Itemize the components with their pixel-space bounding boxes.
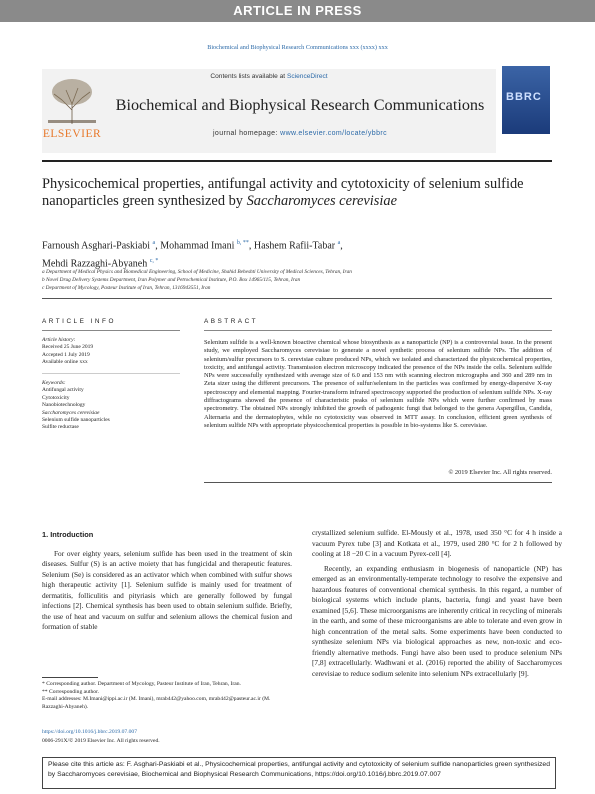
author-affiliation-link[interactable]: c, * <box>149 257 159 264</box>
journal-citation-link[interactable]: Biochemical and Biophysical Research Communications xxx (xxxx) xxx <box>207 44 388 51</box>
journal-title: Biochemical and Biophysical Research Communications <box>115 96 485 114</box>
footnote-item: ** Corresponding author. <box>42 688 100 695</box>
doi-link[interactable]: https://doi.org/10.1016/j.bbrc.2019.07.007 <box>42 729 137 735</box>
author-name: Mohammad Imani <box>160 240 235 252</box>
author-affiliation-link[interactable]: a <box>152 240 156 246</box>
article-in-press-banner: ARTICLE IN PRESS <box>0 0 595 22</box>
history-divider <box>42 373 180 374</box>
intro-right-column <box>312 528 562 679</box>
keyword-item: Antifungal activity <box>42 387 84 394</box>
article-title-main: Physicochemical properties, antifungal activity and cytotoxicity of selenium sulfide nanoparticles green synthesized by <box>42 176 524 210</box>
footnote-item: E-mail addresses: M.Imani@ippi.ac.ir (M. Imani), mrab442@yahoo.com, mrab442@pasteur.ac.ir (M. Razzaghi-Abyaneh). <box>42 696 271 710</box>
intro-paragraph: Recently, an expanding enthusiasm in biogenesis of nanoparticle (NP) has emerged as an environmentally-temperate technology to resolve the expensive and hazardous features of conventional chemical synthesis. In this regard, a number of biological systems which include plants, bacteria, fungi and yeast have been examined [5,6]. These microorganisms are inherently critical in recycling of minerals in the earth, and some of these microorganisms are able to tolerate and even grow in high concentration of the metal salts. Some experiments have been conducted to synthesize selenium NPs via biological approaches as new, non-toxic and eco-friendly alternative methods. Fungi have also been used to produce selenium NPs [7,8] extracellularly. Wadhwani et al. (2016) reported the ability of Saccharomyces cerevisiae to reduce sodium selenite into selenium NPs extracellularly [9]. <box>312 563 562 678</box>
affiliations-divider <box>42 298 552 299</box>
author-affiliation-link[interactable]: b, ** <box>236 240 249 246</box>
footnote-rule <box>42 677 98 678</box>
sciencedirect-link[interactable]: ScienceDirect <box>286 73 328 80</box>
author-name: Farnoush Asghari-Paskiabi <box>42 240 151 252</box>
homepage-prefix: journal homepage: <box>212 130 281 137</box>
keyword-item: Cytotoxicity <box>42 394 70 401</box>
keyword-item: Sulfite reductase <box>42 424 79 431</box>
citation-box: Please cite this article as: F. Asghari-Paskiabi et al., Physicochemical properties, antifungal activity and cytotoxicity of selenium sulfide nanoparticles green synthesized by Saccharomyces cerevisiae, Biochemical and Biophysical Research Communications, https://doi.org/10.1016/j.bbrc.2019.07.007 <box>42 757 556 789</box>
homepage-link[interactable]: www.elsevier.com/locate/ybbrc <box>280 130 388 137</box>
contents-prefix: Contents lists available at <box>210 73 287 80</box>
keyword-item: Nanobiotechnology <box>42 402 86 409</box>
journal-cover-title: BBRC <box>506 91 542 103</box>
header-divider <box>42 160 552 162</box>
abstract-text: Selenium sulfide is a well-known bioactive chemical whose biosynthesis as a nanoparticle (NP) is a controversial issue. In the present study, we employed Saccharomyces cerevisiae to generate a novel synthetic process of selenium sulfide NPs. The addition of selenium/sulfur precursors to S. cerevisiae culture produced NPs, which we isolated and characterized the physicochemical properties, toxicity, and antifungal activity. Transmission electron microscopy indicated the presence of the NPs inside the cells. Selenium sulfide NPs were successfully synthesized with average size of 6.0 and 153 nm with scanning electron micrographs and 360 and 289 nm in Zeta sizer using the different precursors. The presence of sulfur/selenium in the particles was confirmed by energy-dispersive X-ray spectroscopy and elemental mapping. Fourier-transform infrared spectroscopy supported the production of selenium sulfide NPs. X-ray diffractograms showed the presence of characteristic peaks of selenium sulfide NPs which were further confirmed by mass spectrometry. The obtained NPs strongly inhibited the growth of pathogenic fungi that belonged to the genera Aspergillus, Candida, Alternaria and the dermatophytes, while no cytotoxicity was observed in MTT assay. In conclusion, efficient green synthesis of selenium sulfide NPs with appropriate physicochemical properties is possible in bio-systems like S. cerevisiae. <box>204 339 552 429</box>
history-item: Available online xxx <box>42 359 88 366</box>
abstract-rule <box>204 330 552 331</box>
elsevier-tree-logo <box>44 76 100 126</box>
abstract-copyright: © 2019 Elsevier Inc. All rights reserved. <box>448 469 552 476</box>
footnotes <box>42 681 290 711</box>
affiliation-item: c Department of Mycology, Pasteur Institute of Iran, Tehran, 1316943551, Iran <box>42 285 211 291</box>
affiliation-item: a Department of Medical Physics and Biomedical Engineering, School of Medicine, Shahid Beheshti University of Medical Sciences, Tehran, Iran <box>42 269 352 275</box>
footnote-item: * Corresponding author. Department of Mycology, Pasteur Institute of Iran, Tehran, Iran. <box>42 681 241 687</box>
history-item: Accepted 1 July 2019 <box>42 351 90 358</box>
intro-paragraph: crystallized selenium sulfide. El-Mously et al., 1978, used 350 °C for 4 h inside a vacuum Pyrex tube [3] and Kotkata et al., 1979, used 280 °C for 2 h followed by cooling at 18 −20 C in a vacuum Pyrex-cell [4]. <box>312 528 562 558</box>
affiliation-item: b Novel Drug Delivery Systems Department, Iran Polymer and Petrochemical Institute, P.O. Box 14965/115, Tehran, Iran <box>42 277 301 283</box>
article-info-heading: ARTICLE INFO <box>42 318 116 325</box>
article-title-species: Saccharomyces cerevisiae <box>246 193 397 210</box>
author-name: Hashem Rafii-Tabar <box>253 240 336 252</box>
history-item: Received 25 June 2019 <box>42 344 94 351</box>
author-affiliation-link[interactable]: a <box>337 240 341 246</box>
introduction-heading: 1. Introduction <box>42 530 94 539</box>
journal-homepage <box>106 130 494 137</box>
keyword-item: Selenium sulfide nanoparticles <box>42 417 110 424</box>
keywords-label: Keywords: <box>42 380 66 386</box>
intro-left-column <box>42 530 292 633</box>
keywords <box>42 380 180 432</box>
author-name: Mehdi Razzaghi-Abyaneh <box>42 258 148 270</box>
abstract-heading: ABSTRACT <box>204 318 259 325</box>
article-info-rule <box>42 330 180 331</box>
contents-line <box>42 73 496 80</box>
author-list: Farnoush Asghari-Paskiabi $^a$, Mohammad Imani $^{b, **}$, Hashem Rafii-Tabar $^a$, Mehdi Razzaghi-Abyaneh $^{c, *}$ <box>42 240 343 270</box>
intro-paragraph: For over eighty years, selenium sulfide has been used in the treatment of skin diseases. Sulfur (S) is an active moiety that has fungicidal and therapeutic features. Selenium (Se) is considered as an activator which when combined with sulfur shows high therapeutic activity [1]. Selenium sulfide is mainly used for treatment of dermatitis, folliculitis and pityriasis which are generally followed by fungal infections [2]. Chemical synthesis has been used to obtain selenium sulfide. Briefly, the use of heat and vacuum on sulfur and selenium allows the chemical fusion and formation of stable <box>42 548 292 631</box>
affiliations <box>42 268 547 292</box>
article-title <box>42 176 547 211</box>
publisher-logo-text: ELSEVIER <box>42 128 102 140</box>
abstract-bottom-rule <box>204 482 552 483</box>
article-history <box>42 337 180 367</box>
issn-line: 0006-291X/© 2019 Elsevier Inc. All rights reserved. <box>42 738 160 744</box>
keyword-item: Saccharomyces cerevisiae <box>42 409 100 416</box>
history-label: Article history: <box>42 337 76 343</box>
